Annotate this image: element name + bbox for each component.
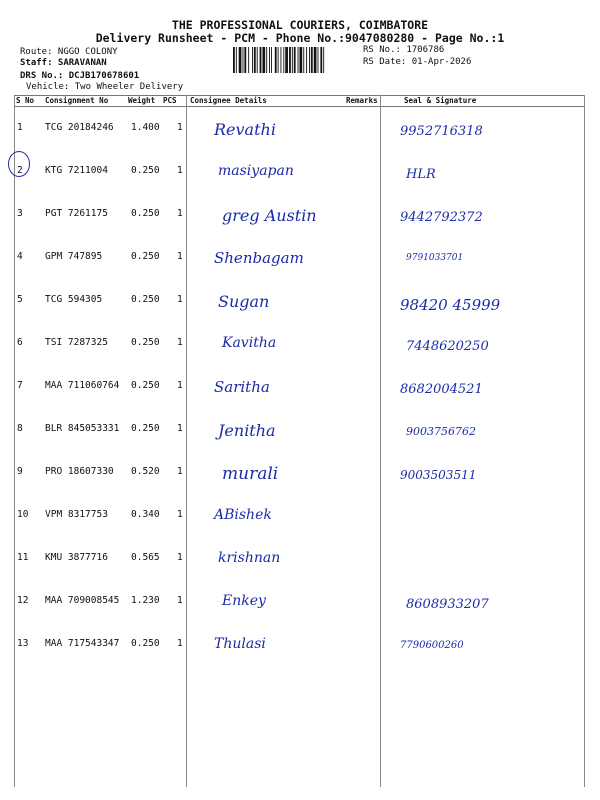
row-pcs: 1 (177, 595, 183, 606)
row-consignee-name: ABishek (214, 507, 272, 523)
table-row (14, 194, 584, 235)
row-signature: HLR (406, 167, 436, 182)
row-pcs: 1 (177, 337, 183, 348)
row-pcs: 1 (177, 165, 183, 176)
row-sno: 2 (17, 165, 23, 176)
table-row (14, 495, 584, 536)
rs-date: RS Date: 01-Apr-2026 (363, 57, 472, 67)
row-weight: 0.250 (131, 638, 160, 649)
row-consignee-name: Sugan (218, 292, 270, 311)
table-row (14, 237, 584, 278)
col-header-remarks: Remarks (346, 96, 378, 105)
row-signature: 7448620250 (406, 339, 489, 354)
row-sno: 4 (17, 251, 23, 262)
col-header-pcs: PCS (163, 96, 177, 105)
row-sno: 11 (17, 552, 29, 563)
row-consignment: TCG 20184246 (45, 122, 114, 133)
row-consignee-name: greg Austin (222, 206, 317, 225)
row-pcs: 1 (177, 208, 183, 219)
row-consignment: MAA 709008545 (45, 595, 120, 606)
row-consignee-name: Enkey (222, 593, 266, 609)
row-signature: 9003756762 (406, 425, 476, 438)
table-row (14, 151, 584, 192)
row-consignment: BLR 845053331 (45, 423, 120, 434)
row-consignment: KTG 7211004 (45, 165, 108, 176)
vehicle-label: Vehicle: Two Wheeler Delivery (26, 82, 184, 92)
table-row (14, 366, 584, 407)
row-pcs: 1 (177, 251, 183, 262)
col-header-weight: Weight (128, 96, 156, 105)
table-row (14, 581, 584, 622)
row-consignment: TCG 594305 (45, 294, 103, 305)
row-consignee-name: Kavitha (222, 335, 277, 351)
row-sno: 8 (17, 423, 23, 434)
row-pcs: 1 (177, 552, 183, 563)
row-signature: 9791033701 (406, 253, 464, 263)
row-weight: 0.520 (131, 466, 160, 477)
row-pcs: 1 (177, 638, 183, 649)
col-header-consignee: Consignee Details (190, 96, 267, 105)
row-pcs: 1 (177, 122, 183, 133)
row-sno: 6 (17, 337, 23, 348)
row-sno: 10 (17, 509, 29, 520)
row-pcs: 1 (177, 423, 183, 434)
row-signature: 9952716318 (400, 124, 483, 139)
table-row (14, 280, 584, 321)
row-consignment: PRO 18607330 (45, 466, 114, 477)
row-weight: 1.230 (131, 595, 160, 606)
row-consignee-name: masiyapan (218, 163, 294, 179)
row-signature: 98420 45999 (400, 296, 501, 314)
row-sno: 9 (17, 466, 23, 477)
rs-number: RS No.: 1706786 (363, 45, 445, 55)
staff-label: Staff: SARAVANAN (20, 58, 107, 68)
row-consignment: GPM 747895 (45, 251, 103, 262)
table-row (14, 108, 584, 149)
row-weight: 0.250 (131, 380, 160, 391)
row-sno: 13 (17, 638, 29, 649)
col-header-signature: Seal & Signature (404, 96, 477, 105)
row-weight: 1.400 (131, 122, 160, 133)
table-row (14, 624, 584, 665)
row-consignment: MAA 717543347 (45, 638, 120, 649)
row-consignee-name: Revathi (214, 120, 276, 139)
table-row (14, 409, 584, 450)
row-weight: 0.250 (131, 208, 160, 219)
col-header-sno: S No (16, 96, 35, 105)
col-header-consignment: Consignment No (45, 96, 109, 105)
company-title: THE PROFESSIONAL COURIERS, COIMBATORE (171, 18, 429, 32)
row-consignment: MAA 711060764 (45, 380, 120, 391)
row-consignment: TSI 7287325 (45, 337, 108, 348)
row-consignee-name: Shenbagam (214, 249, 304, 267)
drs-label: DRS No.: DCJB170678601 (20, 71, 140, 81)
row-signature: 9003503511 (400, 468, 477, 482)
row-weight: 0.565 (131, 552, 160, 563)
row-weight: 0.340 (131, 509, 160, 520)
row-consignee-name: krishnan (218, 550, 281, 566)
row-signature: 8608933207 (406, 597, 489, 612)
row-pcs: 1 (177, 509, 183, 520)
row-pcs: 1 (177, 294, 183, 305)
table-row (14, 538, 584, 579)
row-weight: 0.250 (131, 423, 160, 434)
row-sno: 7 (17, 380, 23, 391)
row-consignment: KMU 3877716 (45, 552, 108, 563)
row-weight: 0.250 (131, 165, 160, 176)
row-pcs: 1 (177, 466, 183, 477)
row-consignment: VPM 8317753 (45, 509, 108, 520)
col-divider (584, 95, 585, 787)
row-sno: 12 (17, 595, 29, 606)
table-row (14, 323, 584, 364)
row-weight: 0.250 (131, 294, 160, 305)
barcode (233, 47, 359, 73)
row-signature: 7790600260 (400, 640, 464, 651)
row-sno: 5 (17, 294, 23, 305)
runsheet-subtitle: Delivery Runsheet - PCM - Phone No.:9047080280 - Page No.:1 (95, 31, 505, 45)
row-consignee-name: Thulasi (214, 636, 266, 652)
row-pcs: 1 (177, 380, 183, 391)
row-consignee-name: murali (222, 464, 279, 484)
table-row (14, 452, 584, 493)
row-consignee-name: Saritha (214, 378, 270, 396)
route-label: Route: NGGO COLONY (20, 47, 118, 57)
row-sno: 3 (17, 208, 23, 219)
row-weight: 0.250 (131, 337, 160, 348)
row-sno: 1 (17, 122, 23, 133)
row-consignment: PGT 7261175 (45, 208, 108, 219)
row-signature: 9442792372 (400, 210, 483, 225)
table-header-rule (14, 106, 584, 107)
circled-row-mark (8, 151, 30, 177)
row-signature: 8682004521 (400, 382, 483, 397)
row-weight: 0.250 (131, 251, 160, 262)
row-consignee-name: Jenitha (218, 421, 276, 440)
